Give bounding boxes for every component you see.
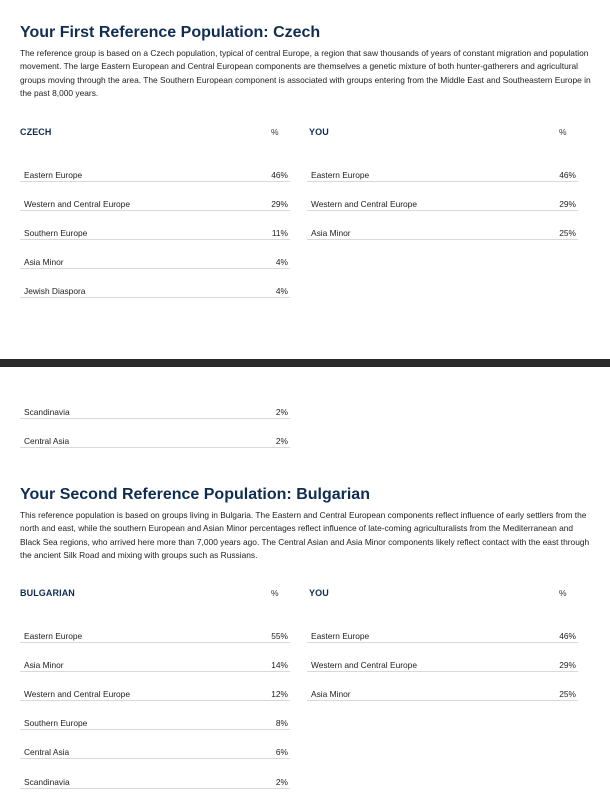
table-row bbox=[20, 759, 290, 788]
row-value: 25% bbox=[559, 689, 576, 700]
row-label: Eastern Europe bbox=[24, 170, 83, 181]
row-label: Southern Europe bbox=[24, 718, 88, 729]
czech-reference-table-continued bbox=[20, 390, 290, 448]
table-row bbox=[20, 240, 290, 269]
table-row bbox=[20, 701, 290, 730]
row-value: 6% bbox=[275, 747, 288, 758]
row-label: Eastern Europe bbox=[311, 631, 370, 642]
bulgarian-section-title: Your Second Reference Population: Bulgarian bbox=[20, 486, 370, 503]
bulgarian-reference-table bbox=[20, 614, 290, 789]
czech-you-table bbox=[307, 153, 578, 240]
czech-percent-header: % bbox=[271, 127, 279, 137]
row-value: 2% bbox=[275, 407, 288, 418]
table-row bbox=[20, 730, 290, 759]
table-row bbox=[20, 269, 290, 298]
table-row bbox=[20, 614, 290, 643]
row-label: Asia Minor bbox=[311, 228, 351, 239]
row-value: 29% bbox=[559, 199, 576, 210]
row-label: Southern Europe bbox=[24, 228, 88, 239]
row-value: 4% bbox=[275, 257, 288, 268]
table-row bbox=[307, 614, 578, 643]
row-value: 12% bbox=[271, 689, 288, 700]
table-row bbox=[20, 153, 290, 182]
bulgarian-you-column-header: YOU bbox=[309, 588, 329, 598]
table-row bbox=[20, 390, 290, 419]
row-label: Eastern Europe bbox=[311, 170, 370, 181]
row-value: 25% bbox=[559, 228, 576, 239]
row-label: Western and Central Europe bbox=[311, 199, 417, 210]
row-value: 11% bbox=[271, 228, 288, 239]
bulgarian-you-percent-header: % bbox=[559, 588, 567, 598]
czech-you-column-header: YOU bbox=[309, 127, 329, 137]
row-label: Scandinavia bbox=[24, 407, 70, 418]
row-value: 14% bbox=[271, 660, 288, 671]
table-row bbox=[20, 211, 290, 240]
table-row bbox=[20, 643, 290, 672]
table-row bbox=[307, 211, 578, 240]
row-label: Western and Central Europe bbox=[24, 689, 130, 700]
czech-reference-table bbox=[20, 153, 290, 298]
table-row bbox=[307, 153, 578, 182]
row-value: 29% bbox=[559, 660, 576, 671]
row-value: 2% bbox=[275, 436, 288, 447]
row-label: Central Asia bbox=[24, 747, 70, 758]
table-row bbox=[307, 643, 578, 672]
czech-column-header: CZECH bbox=[20, 127, 52, 137]
row-value: 46% bbox=[559, 170, 576, 181]
page-divider bbox=[0, 359, 610, 367]
row-value: 55% bbox=[271, 631, 288, 642]
table-row bbox=[307, 182, 578, 211]
row-label: Jewish Diaspora bbox=[24, 286, 86, 297]
row-value: 29% bbox=[271, 199, 288, 210]
table-row bbox=[20, 672, 290, 701]
row-value: 4% bbox=[275, 286, 288, 297]
row-label: Asia Minor bbox=[311, 689, 351, 700]
row-label: Asia Minor bbox=[24, 257, 64, 268]
table-row bbox=[307, 672, 578, 701]
bulgarian-description: This reference population is based on groups living in Bulgaria. The Eastern and Central European components reflect influence of early settlers from the north and east, while the southern European and Asian Minor percentages reflect influence of late-coming agriculturalists from the Mediterranean and Black Sea regions, who arrived here more than 7,000 years ago. The Central Asian and Asia Minor components likely reflect contact with the east through the ancient Silk Road and mixing with groups such as Russians. bbox=[20, 510, 590, 561]
row-label: Asia Minor bbox=[24, 660, 64, 671]
row-label: Western and Central Europe bbox=[311, 660, 417, 671]
row-value: 46% bbox=[271, 170, 288, 181]
row-label: Central Asia bbox=[24, 436, 70, 447]
row-label: Western and Central Europe bbox=[24, 199, 130, 210]
czech-you-percent-header: % bbox=[559, 127, 567, 137]
czech-description: The reference group is based on a Czech population, typical of central Europe, a region that saw thousands of years of constant migration and population movement. The large Eastern European and Central European components are themselves a genetic mixture of both hunter-gatherers and agricultural groups moving through the area. The Southern European component is associated with groups entering from the Middle East and Southeastern Europe in the past 8,000 years. bbox=[20, 48, 591, 99]
row-label: Scandinavia bbox=[24, 776, 70, 787]
table-row bbox=[20, 182, 290, 211]
bulgarian-you-table bbox=[307, 614, 578, 701]
czech-section-title: Your First Reference Population: Czech bbox=[20, 24, 321, 41]
bulgarian-column-header: BULGARIAN bbox=[20, 588, 75, 598]
row-label: Eastern Europe bbox=[24, 631, 83, 642]
row-value: 2% bbox=[275, 776, 288, 787]
row-value: 46% bbox=[559, 631, 576, 642]
table-row bbox=[20, 419, 290, 448]
bulgarian-percent-header: % bbox=[271, 588, 279, 598]
row-value: 8% bbox=[275, 718, 288, 729]
